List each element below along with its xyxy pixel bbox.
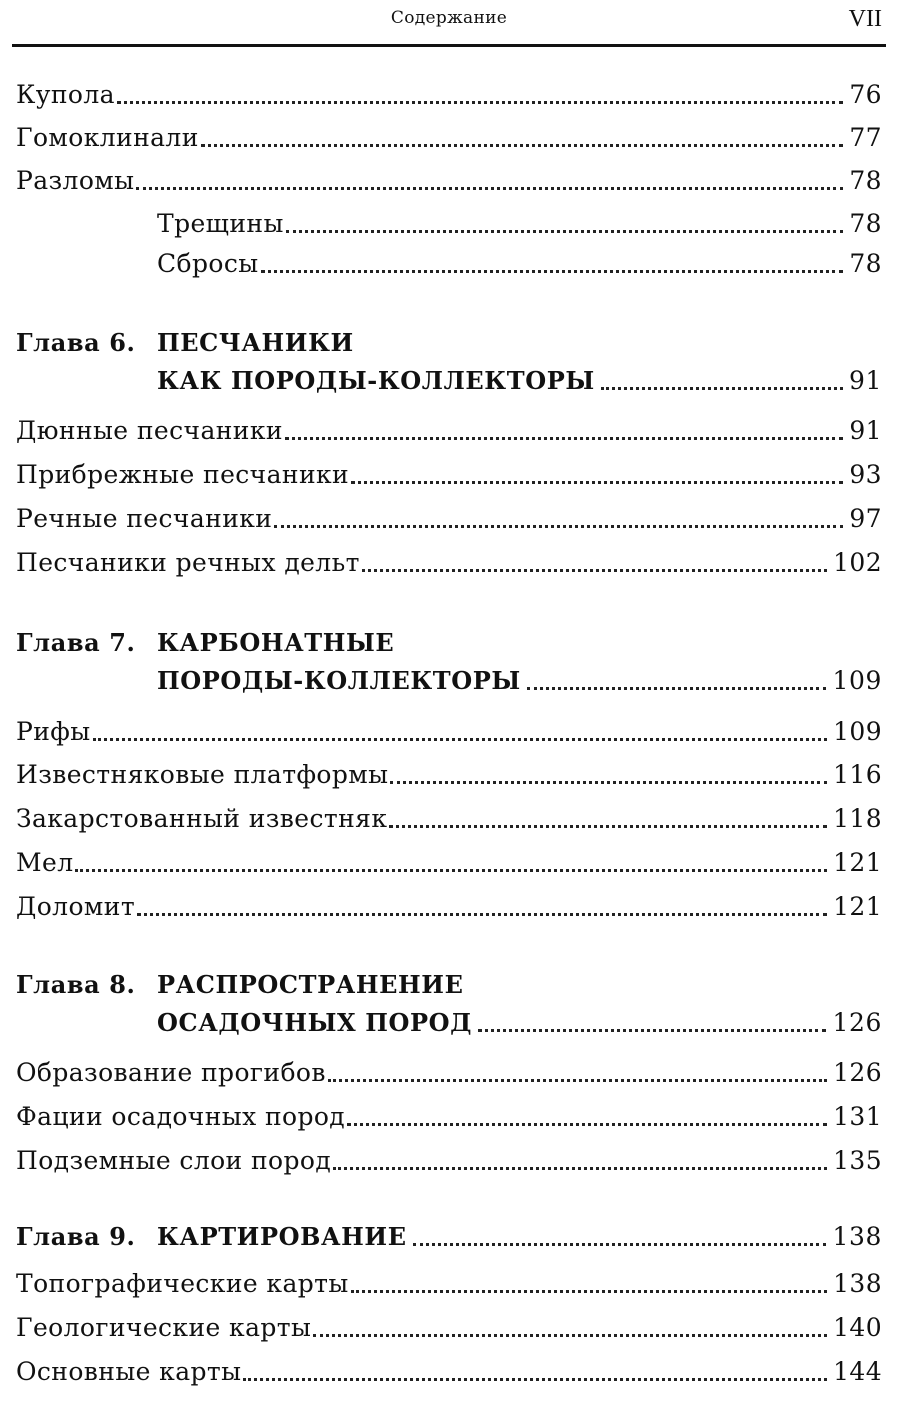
chapter-title-line2: КАРТИРОВАНИЕ [157, 1222, 407, 1251]
running-title: Содержание [390, 8, 508, 28]
toc-entry-title: Прибрежные песчаники [16, 460, 350, 489]
chapter-title-line2: КАК ПОРОДЫ-КОЛЛЕКТОРЫ [157, 366, 595, 395]
dot-leader [413, 1243, 827, 1246]
dot-leader [117, 101, 843, 104]
toc-entry[interactable] [16, 802, 882, 836]
toc-entry-page: 121 [833, 892, 882, 921]
toc-entry-page: 91 [849, 416, 882, 445]
toc-entry[interactable] [16, 1144, 882, 1178]
chapter-page: 138 [832, 1222, 882, 1251]
dot-leader [389, 825, 827, 828]
toc-entry[interactable] [16, 1100, 882, 1134]
toc-entry-page: 131 [833, 1102, 882, 1131]
toc-entry-page: 135 [833, 1146, 882, 1175]
toc-entry[interactable] [16, 758, 882, 792]
dot-leader [285, 437, 843, 440]
running-header [12, 0, 886, 47]
chapter-title-row [157, 1006, 882, 1040]
toc-entry-title: Фации осадочных пород [16, 1102, 346, 1131]
toc-entry-title: Купола [16, 80, 115, 109]
toc-subentry[interactable] [157, 247, 882, 281]
chapter-label: Глава 6. [16, 328, 136, 357]
toc-entry-title: Известняковые платформы [16, 760, 389, 789]
toc-entry-page: 121 [833, 848, 882, 877]
toc-entry-title: Рифы [16, 717, 91, 746]
toc-entry-page: 102 [833, 548, 882, 577]
toc-entry-title: Мел [16, 848, 74, 877]
toc-entry-title: Доломит [16, 892, 136, 921]
toc-entry-title: Трещины [157, 209, 284, 238]
dot-leader [93, 738, 828, 741]
dot-leader [362, 569, 827, 572]
chapter-page: 126 [832, 1008, 882, 1037]
toc-entry[interactable] [16, 121, 882, 155]
chapter-label: Глава 9. [16, 1222, 136, 1251]
toc-entry[interactable] [16, 546, 882, 580]
toc-entry-title: Дюнные песчаники [16, 416, 283, 445]
dot-leader [137, 913, 827, 916]
toc-entry-page: 78 [849, 209, 882, 238]
toc-entry-title: Геологические карты [16, 1313, 312, 1342]
dot-leader [201, 144, 844, 147]
toc-entry-page: 77 [849, 123, 882, 152]
dot-leader [601, 387, 843, 390]
chapter-title-line1: РАСПРОСТРАНЕНИЕ [157, 970, 464, 999]
toc-entry-page: 140 [833, 1313, 882, 1342]
toc-entry[interactable] [16, 458, 882, 492]
toc-entry-page: 144 [833, 1357, 882, 1386]
dot-leader [243, 1378, 827, 1381]
toc-entry-title: Сбросы [157, 249, 259, 278]
chapter-title-row [157, 1220, 882, 1254]
chapter-title-row [157, 664, 882, 698]
toc-entry[interactable] [16, 78, 882, 112]
toc-entry-title: Разломы [16, 166, 135, 195]
toc-entry[interactable] [16, 1056, 882, 1090]
dot-leader [527, 687, 827, 690]
dot-leader [351, 1290, 827, 1293]
toc-entry-page: 78 [849, 166, 882, 195]
dot-leader [347, 1123, 827, 1126]
dot-leader [478, 1029, 826, 1032]
toc-entry[interactable] [16, 1355, 882, 1389]
toc-entry-title: Песчаники речных дельт [16, 548, 360, 577]
chapter-title-line1: ПЕСЧАНИКИ [157, 328, 354, 357]
toc-entry-title: Гомоклинали [16, 123, 199, 152]
dot-leader [75, 869, 827, 872]
dot-leader [351, 481, 843, 484]
toc-entry[interactable] [16, 1311, 882, 1345]
toc-entry-page: 97 [849, 504, 882, 533]
toc-entry[interactable] [16, 502, 882, 536]
toc-entry[interactable] [16, 164, 882, 198]
chapter-label: Глава 7. [16, 628, 136, 657]
dot-leader [313, 1334, 827, 1337]
chapter-title-row [157, 364, 882, 398]
toc-entry[interactable] [16, 414, 882, 448]
toc-entry-page: 78 [849, 249, 882, 278]
toc-entry[interactable] [16, 846, 882, 880]
toc-entry-title: Подземные слои пород [16, 1146, 332, 1175]
toc-entry-page: 126 [833, 1058, 882, 1087]
toc-entry[interactable] [16, 715, 882, 749]
dot-leader [390, 781, 827, 784]
chapter-title-line2: ПОРОДЫ-КОЛЛЕКТОРЫ [157, 666, 521, 695]
toc-entry-page: 93 [849, 460, 882, 489]
chapter-page: 91 [848, 366, 882, 395]
dot-leader [136, 187, 843, 190]
dot-leader [286, 230, 844, 233]
dot-leader [274, 525, 843, 528]
toc-entry-page: 76 [849, 80, 882, 109]
toc-entry-title: Речные песчаники [16, 504, 273, 533]
toc-entry[interactable] [16, 1267, 882, 1301]
toc-entry-title: Топографические карты [16, 1269, 349, 1298]
toc-entry-title: Закарстованный известняк [16, 804, 388, 833]
toc-entry-page: 118 [833, 804, 882, 833]
chapter-title-line2: ОСАДОЧНЫХ ПОРОД [157, 1008, 473, 1037]
toc-entry[interactable] [16, 890, 882, 924]
toc-entry-page: 109 [833, 717, 882, 746]
dot-leader [261, 270, 844, 273]
chapter-page: 109 [832, 666, 882, 695]
dot-leader [333, 1167, 827, 1170]
toc-entry-page: 116 [833, 760, 882, 789]
toc-entry-page: 138 [833, 1269, 882, 1298]
toc-subentry[interactable] [157, 207, 882, 241]
dot-leader [328, 1079, 827, 1082]
toc-entry-title: Образование прогибов [16, 1058, 326, 1087]
page-number: VII [848, 6, 882, 32]
chapter-label: Глава 8. [16, 970, 136, 999]
chapter-title-line1: КАРБОНАТНЫЕ [157, 628, 395, 657]
toc-entry-title: Основные карты [16, 1357, 242, 1386]
